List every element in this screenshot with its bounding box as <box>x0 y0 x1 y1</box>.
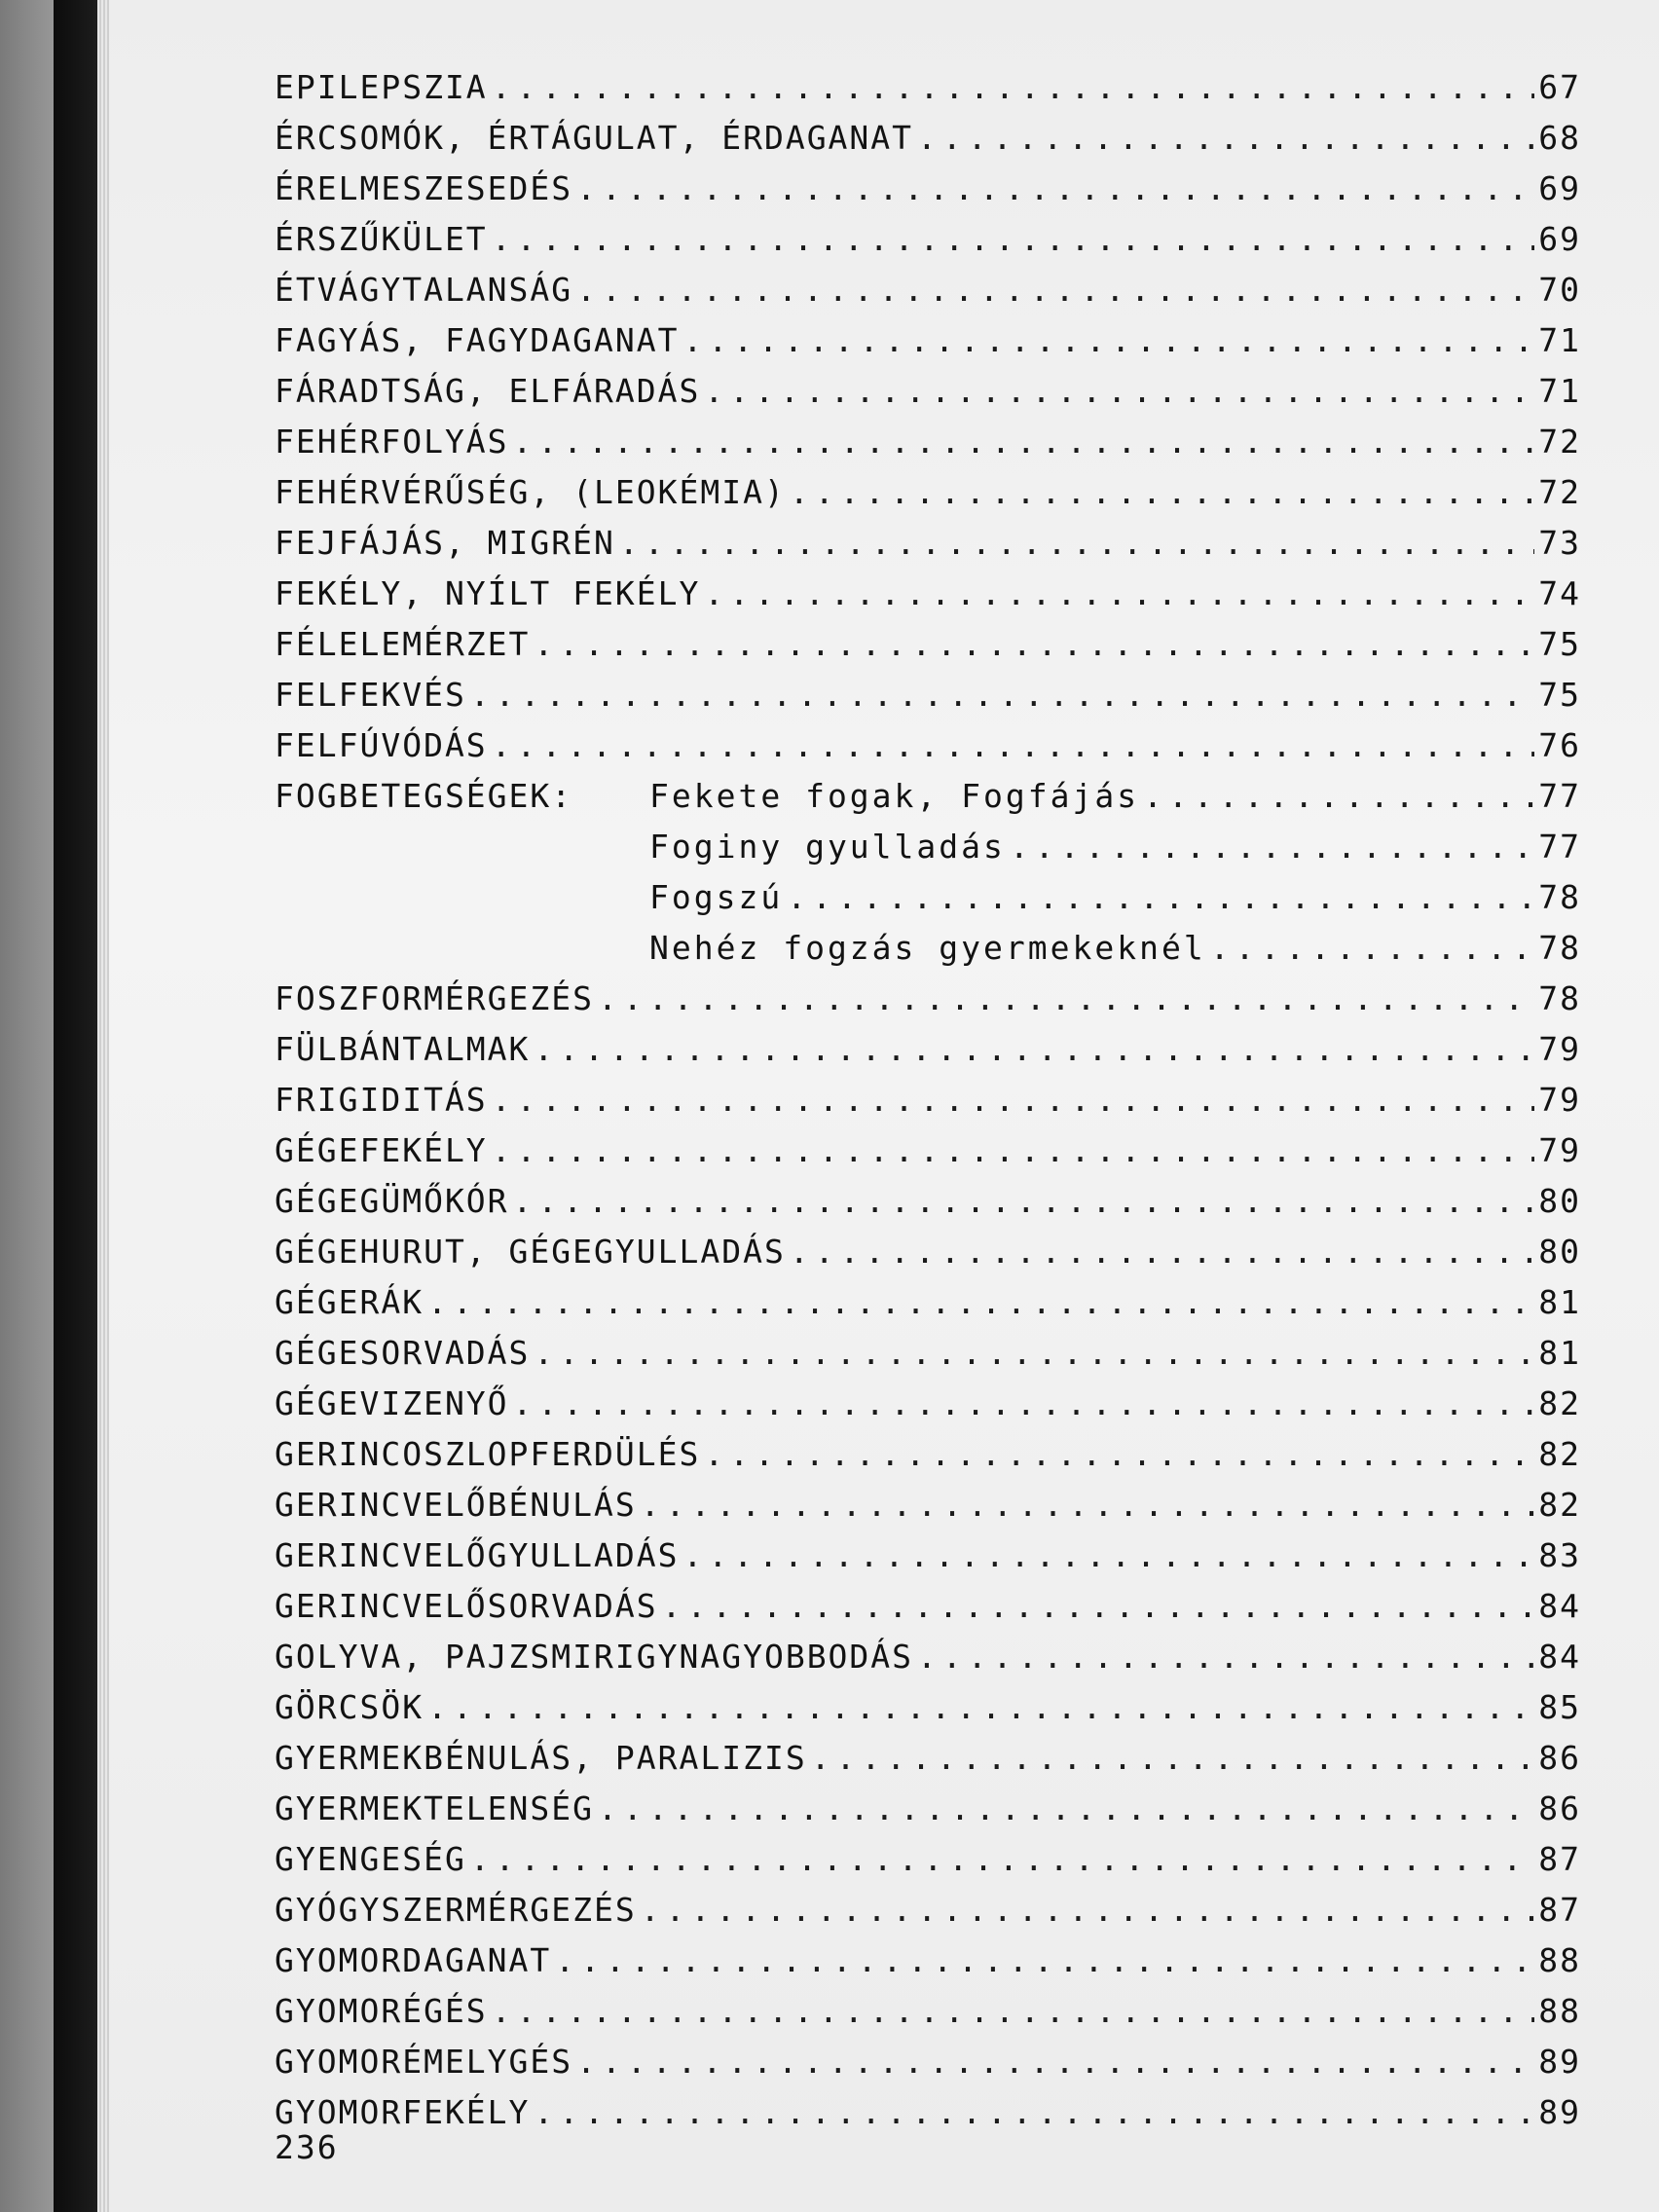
page-number: 236 <box>275 2128 339 2166</box>
background-left <box>0 0 58 2212</box>
entry-page-number: 72 <box>1538 423 1581 461</box>
dot-leader <box>534 623 1534 666</box>
dot-leader <box>641 1484 1534 1527</box>
toc-entry <box>275 370 1581 413</box>
toc-entry <box>275 1129 1581 1172</box>
entry-group-label: FOGBETEGSÉGEK: <box>275 777 573 815</box>
dot-leader <box>470 674 1534 717</box>
entry-page-number: 70 <box>1538 271 1581 309</box>
dot-leader <box>1010 826 1534 868</box>
entry-title: GÉGEGÜMŐKÓR <box>275 1182 509 1220</box>
dot-leader <box>534 1332 1534 1375</box>
entry-page-number: 87 <box>1538 1840 1581 1878</box>
entry-title: FÉLELEMÉRZET <box>275 625 531 663</box>
entry-page-number: 75 <box>1538 676 1581 714</box>
entry-page-number: 73 <box>1538 524 1581 562</box>
entry-page-number: 78 <box>1538 979 1581 1017</box>
toc-entry <box>275 1990 1581 2033</box>
toc-entry <box>275 1838 1581 1881</box>
entry-title: ÉRCSOMÓK, ÉRTÁGULAT, ÉRDAGANAT <box>275 119 914 157</box>
entry-title: Fogszú <box>649 878 784 916</box>
entry-page-number: 77 <box>1538 777 1581 815</box>
entry-page-number: 88 <box>1538 1992 1581 2030</box>
entry-title: FÜLBÁNTALMAK <box>275 1030 531 1068</box>
toc-entry <box>275 1788 1581 1830</box>
entry-title: GÉGEFEKÉLY <box>275 1131 488 1169</box>
entry-title: FELFÚVÓDÁS <box>275 726 488 764</box>
dot-leader <box>492 724 1535 767</box>
dot-leader <box>683 319 1535 362</box>
entry-page-number: 79 <box>1538 1131 1581 1169</box>
toc-entry <box>275 1281 1581 1324</box>
entry-page-number: 84 <box>1538 1638 1581 1676</box>
toc-entry <box>275 1079 1581 1122</box>
dot-leader <box>513 421 1535 463</box>
entry-title: GÉGEVIZENYŐ <box>275 1384 509 1422</box>
entry-page-number: 71 <box>1538 372 1581 410</box>
entry-title: GYERMEKBÉNULÁS, PARALIZIS <box>275 1739 807 1777</box>
entry-page-number: 69 <box>1538 220 1581 258</box>
entry-page-number: 74 <box>1538 574 1581 612</box>
dot-leader <box>534 2091 1534 2134</box>
entry-page-number: 78 <box>1538 929 1581 967</box>
toc-entry <box>275 1180 1581 1223</box>
entry-title: ÉRSZŰKÜLET <box>275 220 488 258</box>
toc-entry <box>275 876 1581 919</box>
dot-leader <box>790 1231 1534 1273</box>
entry-page-number: 84 <box>1538 1587 1581 1625</box>
entry-title: FRIGIDITÁS <box>275 1081 488 1119</box>
entry-page-number: 68 <box>1538 119 1581 157</box>
dot-leader <box>513 1180 1535 1223</box>
dot-leader <box>427 1281 1534 1324</box>
entry-page-number: 67 <box>1538 68 1581 106</box>
entry-title: Fekete fogak, Fogfájás <box>649 777 1140 815</box>
entry-title: GÖRCSÖK <box>275 1688 424 1726</box>
entry-title: GYÓGYSZERMÉRGEZÉS <box>275 1891 637 1929</box>
entry-title: GYOMORÉMELYGÉS <box>275 2043 573 2081</box>
entry-page-number: 82 <box>1538 1384 1581 1422</box>
dot-leader <box>598 977 1534 1020</box>
toc-entry <box>275 826 1581 868</box>
toc-entry <box>275 1332 1581 1375</box>
entry-title: ÉTVÁGYTALANSÁG <box>275 271 573 309</box>
entry-title: FEJFÁJÁS, MIGRÉN <box>275 524 615 562</box>
dot-leader <box>1143 775 1534 818</box>
entry-page-number: 86 <box>1538 1739 1581 1777</box>
entry-title: GYERMEKTELENSÉG <box>275 1789 595 1827</box>
entry-page-number: 82 <box>1538 1435 1581 1473</box>
entry-page-number: 79 <box>1538 1081 1581 1119</box>
entry-page-number: 79 <box>1538 1030 1581 1068</box>
entry-page-number: 80 <box>1538 1233 1581 1271</box>
entry-title: Nehéz fogzás gyermekeknél <box>649 929 1206 967</box>
entry-page-number: 75 <box>1538 625 1581 663</box>
dot-leader <box>683 1534 1535 1577</box>
toc-entry <box>275 674 1581 717</box>
table-of-contents <box>109 0 1659 2212</box>
dot-leader <box>598 1788 1534 1830</box>
entry-page-number: 72 <box>1538 473 1581 511</box>
toc-entry <box>275 1939 1581 1982</box>
entry-title: FEHÉRVÉRŰSÉG, (LEOKÉMIA) <box>275 473 786 511</box>
dot-leader <box>492 1990 1535 2033</box>
toc-entry <box>275 623 1581 666</box>
toc-entry <box>275 1534 1581 1577</box>
entry-title: GÉGESORVADÁS <box>275 1334 531 1372</box>
toc-entry <box>275 471 1581 514</box>
entry-title: EPILEPSZIA <box>275 68 488 106</box>
entry-title: FEHÉRFOLYÁS <box>275 423 509 461</box>
entry-title: GYOMORÉGÉS <box>275 1992 488 2030</box>
dot-leader <box>704 1433 1534 1476</box>
dot-leader <box>811 1737 1535 1780</box>
toc-entry <box>275 269 1581 312</box>
toc-entry <box>275 522 1581 565</box>
entry-page-number: 89 <box>1538 2043 1581 2081</box>
entry-title: ÉRELMESZESEDÉS <box>275 169 573 207</box>
entry-page-number: 81 <box>1538 1334 1581 1372</box>
dot-leader <box>662 1585 1535 1628</box>
dot-leader <box>534 1028 1534 1071</box>
entry-title: FOSZFORMÉRGEZÉS <box>275 979 595 1017</box>
toc-entry <box>275 1484 1581 1527</box>
toc-entry <box>275 724 1581 767</box>
toc-entry <box>275 66 1581 109</box>
toc-entry <box>275 1382 1581 1425</box>
entry-title: GOLYVA, PAJZSMIRIGYNAGYOBBODÁS <box>275 1638 914 1676</box>
toc-entry <box>275 2041 1581 2083</box>
dot-leader <box>513 1382 1535 1425</box>
dot-leader <box>704 572 1534 615</box>
entry-page-number: 87 <box>1538 1891 1581 1929</box>
dot-leader <box>641 1889 1534 1932</box>
entry-page-number: 78 <box>1538 878 1581 916</box>
toc-entry <box>275 1636 1581 1678</box>
toc-entry <box>275 1433 1581 1476</box>
dot-leader <box>576 167 1534 210</box>
dot-leader <box>492 218 1535 261</box>
dot-leader <box>576 2041 1534 2083</box>
entry-title: GYOMORDAGANAT <box>275 1941 552 1979</box>
entry-title: GERINCVELŐSORVADÁS <box>275 1587 658 1625</box>
entry-title: GERINCOSZLOPFERDÜLÉS <box>275 1435 701 1473</box>
entry-title: FELFEKVÉS <box>275 676 466 714</box>
entry-page-number: 83 <box>1538 1536 1581 1574</box>
entry-title: FEKÉLY, NYÍLT FEKÉLY <box>275 574 701 612</box>
entry-page-number: 77 <box>1538 828 1581 866</box>
dot-leader <box>492 1129 1535 1172</box>
toc-entry <box>275 117 1581 160</box>
dot-leader <box>790 471 1534 514</box>
dot-leader <box>470 1838 1534 1881</box>
toc-entry <box>275 775 1581 818</box>
book-page <box>109 0 1659 2212</box>
toc-entry <box>275 977 1581 1020</box>
toc-entry <box>275 167 1581 210</box>
dot-leader <box>619 522 1534 565</box>
entry-page-number: 82 <box>1538 1486 1581 1524</box>
entry-title: FÁRADTSÁG, ELFÁRADÁS <box>275 372 701 410</box>
dot-leader <box>787 876 1534 919</box>
entry-title: GYOMORFEKÉLY <box>275 2093 531 2131</box>
entry-title: FAGYÁS, FAGYDAGANAT <box>275 321 680 359</box>
toc-entry <box>275 1686 1581 1729</box>
entry-page-number: 80 <box>1538 1182 1581 1220</box>
entry-page-number: 76 <box>1538 726 1581 764</box>
dot-leader <box>492 66 1535 109</box>
toc-entry <box>275 1737 1581 1780</box>
toc-entry <box>275 927 1581 970</box>
entry-title: GERINCVELŐBÉNULÁS <box>275 1486 637 1524</box>
toc-entry <box>275 1028 1581 1071</box>
toc-entry <box>275 2091 1581 2134</box>
entry-title: GERINCVELŐGYULLADÁS <box>275 1536 680 1574</box>
dot-leader <box>576 269 1534 312</box>
dot-leader <box>704 370 1534 413</box>
entry-title: GYENGESÉG <box>275 1840 466 1878</box>
toc-entry <box>275 1585 1581 1628</box>
entry-title: Foginy gyulladás <box>649 828 1006 866</box>
toc-entry <box>275 218 1581 261</box>
entry-title: GÉGERÁK <box>275 1283 424 1321</box>
entry-title: GÉGEHURUT, GÉGEGYULLADÁS <box>275 1233 786 1271</box>
toc-entry <box>275 319 1581 362</box>
dot-leader <box>427 1686 1534 1729</box>
entry-page-number: 85 <box>1538 1688 1581 1726</box>
dot-leader <box>917 117 1534 160</box>
dot-leader <box>1210 927 1535 970</box>
dot-leader <box>492 1079 1535 1122</box>
entry-page-number: 88 <box>1538 1941 1581 1979</box>
entry-page-number: 86 <box>1538 1789 1581 1827</box>
dot-leader <box>917 1636 1534 1678</box>
toc-entry <box>275 572 1581 615</box>
entry-page-number: 71 <box>1538 321 1581 359</box>
entry-page-number: 69 <box>1538 169 1581 207</box>
toc-entry <box>275 1889 1581 1932</box>
toc-entry <box>275 1231 1581 1273</box>
dot-leader <box>555 1939 1534 1982</box>
toc-entry <box>275 421 1581 463</box>
entry-page-number: 89 <box>1538 2093 1581 2131</box>
entry-page-number: 81 <box>1538 1283 1581 1321</box>
